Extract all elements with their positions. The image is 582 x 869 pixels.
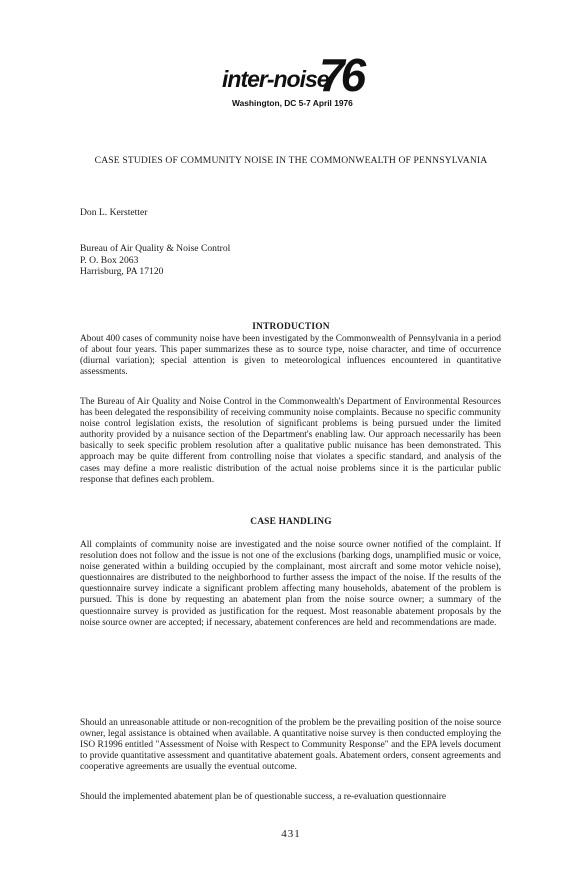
address-line: Bureau of Air Quality & Noise Control	[80, 243, 231, 254]
paragraph: All complaints of community noise are investigated and the noise source owner notified of the complaint. If resolution does not follow and the issue is not one of the exclusions (barking dogs, unamplified music or voice, noise generated within a building occupied by the complainant, most aircraft and some motor vehicle noise), questionnaires are distributed to the neighborhood to further assess the impact of the noise. If the results of the questionnaire survey indicate a significant problem affecting many households, abatement of the problem is pursued. This is done by requesting an abatement plan from the noise source owner; a summary of the questionnaire survey is provided as justification for the request. Most reasonable abatement proposals by the noise source owner are accepted; if necessary, abatement conferences are held and recommendations are made.	[80, 540, 501, 628]
address-line: P. O. Box 2063	[80, 254, 139, 266]
paper-title: CASE STUDIES OF COMMUNITY NOISE IN THE COMMONWEALTH OF PENNSYLVANIA	[94, 155, 488, 166]
logo-year-number: 76	[319, 49, 363, 101]
section-heading-introduction: INTRODUCTION	[252, 322, 330, 332]
address-line: Harrisburg, PA 17120	[80, 266, 164, 277]
author-address	[80, 243, 230, 278]
logo-wordmark: inter-noise	[222, 66, 329, 92]
paragraph: Should the implemented abatement plan be of questionable success, a re-evaluation questionnaire	[80, 792, 447, 802]
paragraph: Should an unreasonable attitude or non-recognition of the problem be the prevailing position of the noise source owner, legal assistance is obtained when available. A quantitative noise survey is then conducted employing the ISO R1996 entitled "Assessment of Noise with Respect to Community Response" and the EPA levels document to provide quantitative assessment and quantitative abatement goals. Abatement orders, consent agreements and cooperative agreements are usually the eventual outcome.	[80, 718, 501, 773]
internoise-76-logo	[222, 49, 372, 114]
paragraph: About 400 cases of community noise have been investigated by the Commonwealth of Pennsylvania in a period of about four years. This paper summarizes these as to source type, noise character, and time of occurrence (diurnal variation); special attention is given to meteorological influences encountered in quantitative assessments.	[80, 334, 501, 378]
conference-location-date: Washington, DC 5-7 April 1976	[232, 98, 353, 108]
page-number: 431	[281, 828, 301, 840]
author-name: Don L. Kerstetter	[80, 207, 148, 218]
section-heading-case-handling: CASE HANDLING	[250, 517, 332, 527]
paragraph: The Bureau of Air Quality and Noise Control in the Commonwealth's Department of Environmental Resources has been delegated the responsibility of receiving community noise complaints. Because no specific community noise control legislation exists, the resolution of significant problems is being pursued under the limited authority provided by a nuisance section of the Department's enabling law. Our approach necessarily has been basically to seek specific problem resolution after a qualitative public nuisance has been demonstrated. This approach may be quite different from controlling noise that violates a specific standard, and analysis of the cases may define a more realistic distribution of the actual noise problems since it is the particular public response that defines each problem.	[80, 397, 501, 485]
